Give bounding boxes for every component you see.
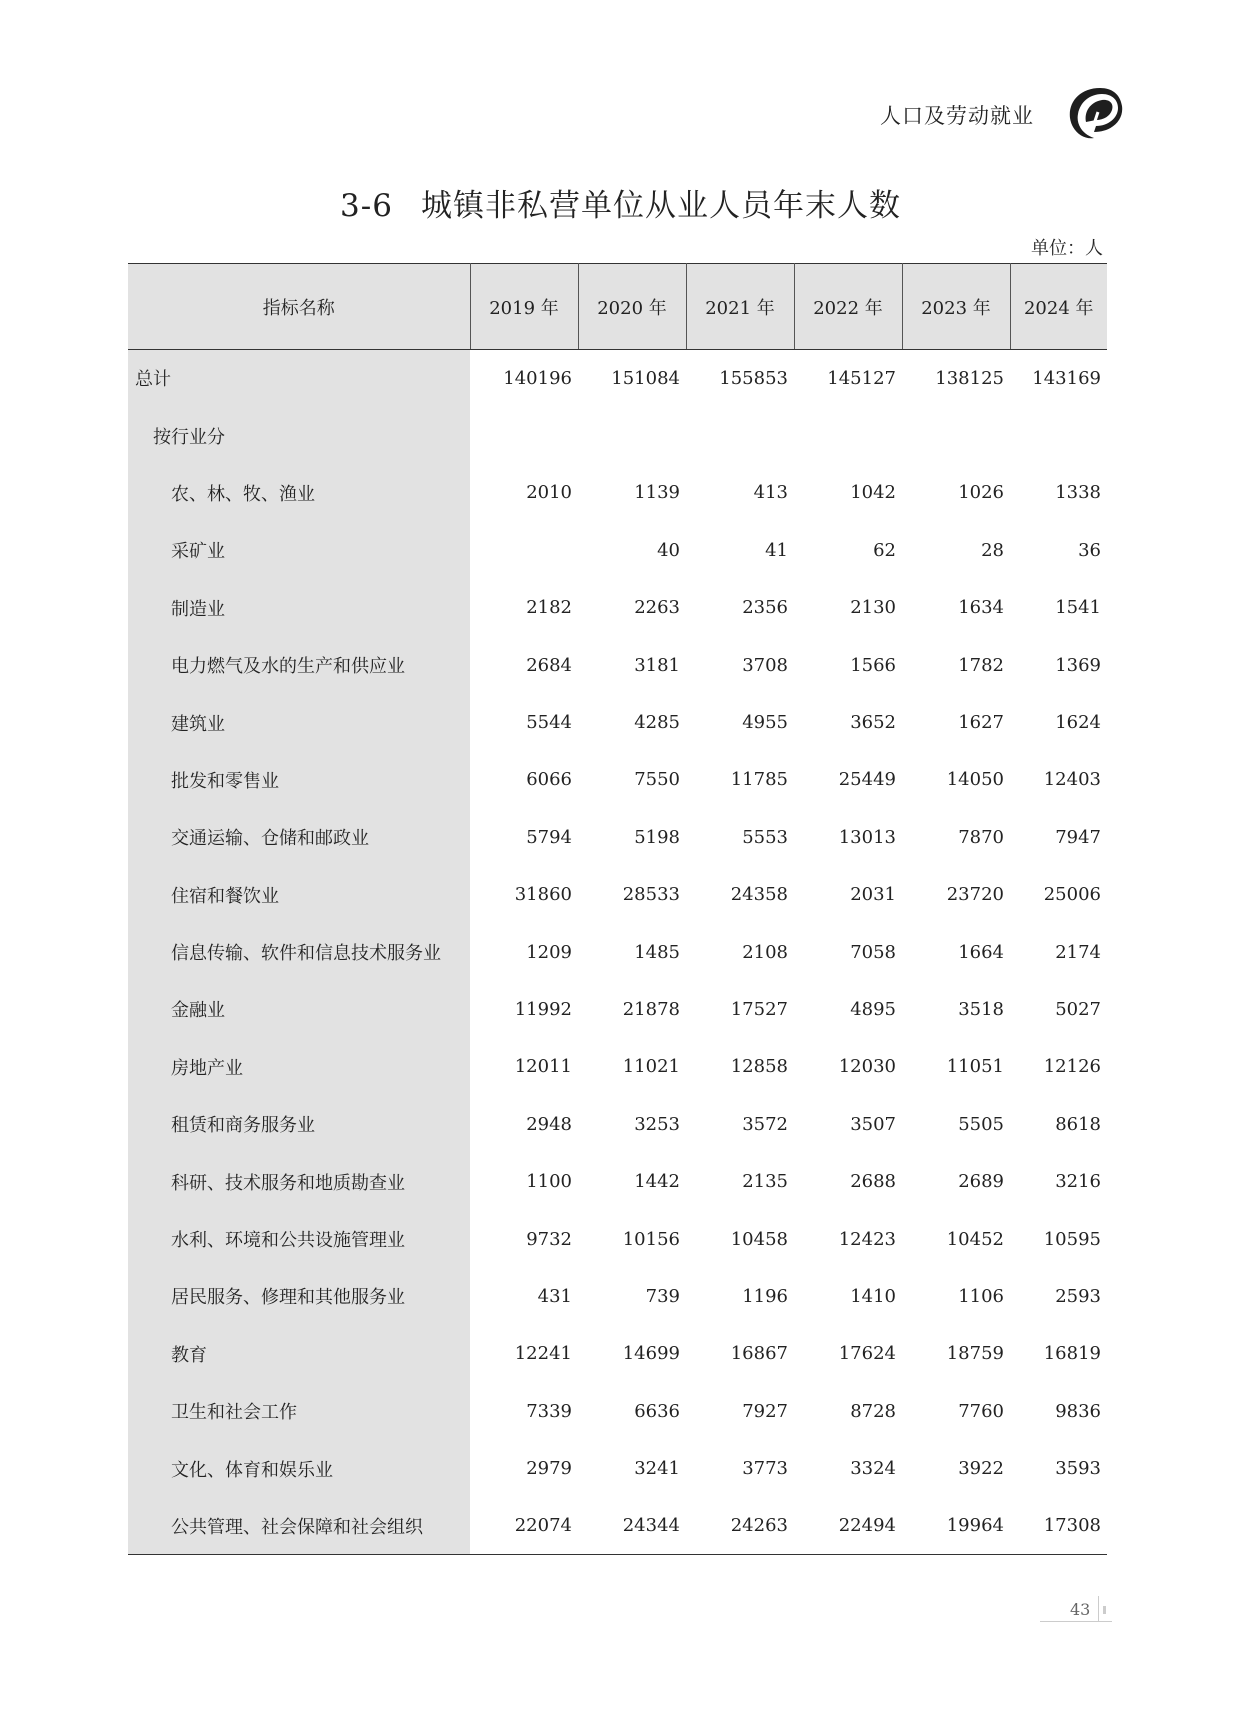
statistics-logo-icon bbox=[1064, 82, 1126, 144]
table-row bbox=[128, 579, 1107, 636]
table-cell: 11785 bbox=[730, 769, 788, 791]
table-cell: 1196 bbox=[742, 1285, 788, 1307]
table-cell: 3708 bbox=[742, 654, 788, 676]
table-cell: 2130 bbox=[850, 597, 896, 619]
table-cell: 4895 bbox=[850, 998, 896, 1020]
table-row bbox=[128, 1210, 1107, 1267]
table-cell: 7550 bbox=[634, 769, 680, 791]
table-cell: 2010 bbox=[526, 482, 572, 504]
table-cell: 2135 bbox=[742, 1171, 788, 1193]
table-cell: 3922 bbox=[958, 1458, 1004, 1480]
row-label: 交通运输、仓储和邮政业 bbox=[128, 809, 470, 866]
table-cell: 8618 bbox=[1055, 1113, 1101, 1135]
footer-divider bbox=[1040, 1621, 1112, 1622]
table-cell bbox=[470, 522, 578, 579]
table-cell: 13013 bbox=[838, 826, 896, 848]
table-cell: 17308 bbox=[1010, 1497, 1107, 1554]
table-cell: 31860 bbox=[514, 884, 572, 906]
table-cell: 40 bbox=[657, 539, 680, 561]
table-cell: 7870 bbox=[958, 826, 1004, 848]
table-cell: 3773 bbox=[742, 1458, 788, 1480]
footer-tick bbox=[1098, 1596, 1099, 1622]
table-cell: 3216 bbox=[1055, 1171, 1101, 1193]
table-cell: 28533 bbox=[622, 884, 680, 906]
table-row bbox=[128, 694, 1107, 751]
table-cell: 3572 bbox=[742, 1113, 788, 1135]
table-cell: 739 bbox=[645, 1285, 680, 1307]
row-label: 房地产业 bbox=[128, 1038, 470, 1095]
table-cell: 24344 bbox=[578, 1497, 686, 1554]
row-label: 水利、环境和公共设施管理业 bbox=[128, 1210, 470, 1267]
table-cell: 2031 bbox=[850, 884, 896, 906]
table-cell bbox=[902, 407, 1010, 464]
table-cell bbox=[686, 407, 794, 464]
row-label: 文化、体育和娱乐业 bbox=[128, 1440, 470, 1497]
table-cell: 12423 bbox=[838, 1228, 896, 1250]
row-label: 教育 bbox=[128, 1325, 470, 1382]
table-cell: 4955 bbox=[742, 712, 788, 734]
row-label: 住宿和餐饮业 bbox=[128, 866, 470, 923]
table-cell: 10156 bbox=[622, 1228, 680, 1250]
table-cell: 1042 bbox=[850, 482, 896, 504]
column-header: 指标名称 bbox=[128, 264, 470, 350]
table-row bbox=[128, 1038, 1107, 1095]
table-cell: 2174 bbox=[1055, 941, 1101, 963]
table-cell: 12011 bbox=[514, 1056, 572, 1078]
row-label: 建筑业 bbox=[128, 694, 470, 751]
table-cell: 9836 bbox=[1055, 1400, 1101, 1422]
table-cell bbox=[470, 407, 578, 464]
table-cell: 1106 bbox=[958, 1285, 1004, 1307]
table-cell: 5505 bbox=[958, 1113, 1004, 1135]
table-cell: 1442 bbox=[634, 1171, 680, 1193]
table-cell: 5027 bbox=[1055, 998, 1101, 1020]
table-cell: 1782 bbox=[958, 654, 1004, 676]
statistics-table bbox=[128, 263, 1107, 1555]
table-cell: 2689 bbox=[958, 1171, 1004, 1193]
table-cell: 25449 bbox=[838, 769, 896, 791]
page-number: 43 bbox=[1070, 1600, 1091, 1619]
table-cell: 12858 bbox=[730, 1056, 788, 1078]
row-label: 采矿业 bbox=[128, 522, 470, 579]
row-label: 公共管理、社会保障和社会组织 bbox=[128, 1497, 470, 1554]
table-cell: 6636 bbox=[634, 1400, 680, 1422]
table-cell: 155853 bbox=[719, 367, 788, 389]
table-cell: 11021 bbox=[622, 1056, 680, 1078]
table-cell: 3241 bbox=[634, 1458, 680, 1480]
table-cell: 1139 bbox=[634, 482, 680, 504]
table-cell: 1627 bbox=[958, 712, 1004, 734]
table-cell: 3652 bbox=[850, 712, 896, 734]
table-cell: 7947 bbox=[1055, 826, 1101, 848]
table-cell: 2356 bbox=[742, 597, 788, 619]
table-cell: 21878 bbox=[622, 998, 680, 1020]
row-label: 农、林、牧、渔业 bbox=[128, 464, 470, 521]
table-row bbox=[128, 350, 1107, 407]
table-cell: 3324 bbox=[850, 1458, 896, 1480]
table-cell: 9732 bbox=[526, 1228, 572, 1250]
column-header: 2022 年 bbox=[794, 264, 902, 350]
table-cell: 140196 bbox=[503, 367, 572, 389]
table-cell: 3518 bbox=[958, 998, 1004, 1020]
table-cell: 25006 bbox=[1043, 884, 1101, 906]
table-cell: 12126 bbox=[1043, 1056, 1101, 1078]
table-cell: 431 bbox=[537, 1285, 572, 1307]
table-cell: 143169 bbox=[1032, 367, 1101, 389]
table-title bbox=[0, 180, 1241, 225]
unit-label: 单位：人 bbox=[1031, 238, 1103, 259]
table-cell: 10458 bbox=[730, 1228, 788, 1250]
table-cell: 5544 bbox=[526, 712, 572, 734]
table-header-row bbox=[128, 264, 1107, 350]
row-label: 信息传输、软件和信息技术服务业 bbox=[128, 923, 470, 980]
table-row bbox=[128, 866, 1107, 923]
table-cell: 6066 bbox=[526, 769, 572, 791]
table-row bbox=[128, 923, 1107, 980]
table-cell: 18759 bbox=[946, 1343, 1004, 1365]
table-cell: 1664 bbox=[958, 941, 1004, 963]
table-cell: 151084 bbox=[611, 367, 680, 389]
table-row bbox=[128, 1440, 1107, 1497]
table-cell: 24358 bbox=[730, 884, 788, 906]
table-cell: 12403 bbox=[1043, 769, 1101, 791]
table-cell: 5198 bbox=[634, 826, 680, 848]
table-cell: 16819 bbox=[1043, 1343, 1101, 1365]
column-header: 2024 年 bbox=[1010, 264, 1107, 350]
table-cell: 10595 bbox=[1043, 1228, 1101, 1250]
table-cell: 62 bbox=[873, 539, 896, 561]
column-header: 2019 年 bbox=[470, 264, 578, 350]
table-cell: 5794 bbox=[526, 826, 572, 848]
table-cell: 1100 bbox=[526, 1171, 572, 1193]
table-cell: 7927 bbox=[742, 1400, 788, 1422]
table-cell: 4285 bbox=[634, 712, 680, 734]
column-header: 2021 年 bbox=[686, 264, 794, 350]
table-cell: 36 bbox=[1078, 539, 1101, 561]
table-row bbox=[128, 1325, 1107, 1382]
table-cell bbox=[794, 407, 902, 464]
table-cell: 14699 bbox=[622, 1343, 680, 1365]
table-cell: 1369 bbox=[1055, 654, 1101, 676]
table-cell: 10452 bbox=[946, 1228, 1004, 1250]
table-row bbox=[128, 1153, 1107, 1210]
row-label: 按行业分 bbox=[128, 407, 470, 464]
table-cell: 17624 bbox=[838, 1343, 896, 1365]
table-cell: 23720 bbox=[946, 884, 1004, 906]
table-cell: 19964 bbox=[902, 1497, 1010, 1554]
table-cell: 1624 bbox=[1055, 712, 1101, 734]
table-cell: 413 bbox=[753, 482, 788, 504]
column-header: 2023 年 bbox=[902, 264, 1010, 350]
table-cell: 1566 bbox=[850, 654, 896, 676]
table-cell: 3181 bbox=[634, 654, 680, 676]
table-cell: 7760 bbox=[958, 1400, 1004, 1422]
table-row bbox=[128, 636, 1107, 693]
table-title-text: 城镇非私营单位从业人员年末人数 bbox=[420, 188, 901, 224]
table-cell: 1209 bbox=[526, 941, 572, 963]
table-row bbox=[128, 522, 1107, 579]
table-cell: 5553 bbox=[742, 826, 788, 848]
table-cell: 145127 bbox=[827, 367, 896, 389]
row-label: 金融业 bbox=[128, 981, 470, 1038]
row-label: 制造业 bbox=[128, 579, 470, 636]
table-cell: 1338 bbox=[1055, 482, 1101, 504]
table-row bbox=[128, 1497, 1107, 1554]
table-cell: 8728 bbox=[850, 1400, 896, 1422]
table-body bbox=[128, 350, 1107, 1555]
table-cell: 3253 bbox=[634, 1113, 680, 1135]
table-cell: 17527 bbox=[730, 998, 788, 1020]
footer-mark bbox=[1103, 1606, 1106, 1614]
table-cell: 14050 bbox=[946, 769, 1004, 791]
table-cell: 2688 bbox=[850, 1171, 896, 1193]
table-number: 3-6 bbox=[340, 188, 393, 224]
table-cell: 1410 bbox=[850, 1285, 896, 1307]
table-cell bbox=[1010, 407, 1107, 464]
row-label: 租赁和商务服务业 bbox=[128, 1096, 470, 1153]
row-label: 卫生和社会工作 bbox=[128, 1383, 470, 1440]
table-cell: 138125 bbox=[935, 367, 1004, 389]
row-label: 电力燃气及水的生产和供应业 bbox=[128, 636, 470, 693]
table-cell: 3507 bbox=[850, 1113, 896, 1135]
table-cell: 12030 bbox=[838, 1056, 896, 1078]
table-cell: 41 bbox=[765, 539, 788, 561]
table-cell: 28 bbox=[981, 539, 1004, 561]
table-cell: 2108 bbox=[742, 941, 788, 963]
table-cell: 2948 bbox=[526, 1113, 572, 1135]
table-cell: 1026 bbox=[958, 482, 1004, 504]
table-row bbox=[128, 1383, 1107, 1440]
table-cell: 22494 bbox=[794, 1497, 902, 1554]
table-cell: 11051 bbox=[946, 1056, 1004, 1078]
row-label: 总计 bbox=[128, 350, 470, 407]
table-row bbox=[128, 751, 1107, 808]
row-label: 居民服务、修理和其他服务业 bbox=[128, 1268, 470, 1325]
row-label: 批发和零售业 bbox=[128, 751, 470, 808]
table-cell: 7058 bbox=[850, 941, 896, 963]
table-row bbox=[128, 1096, 1107, 1153]
table-row bbox=[128, 809, 1107, 866]
column-header: 2020 年 bbox=[578, 264, 686, 350]
table-cell: 22074 bbox=[470, 1497, 578, 1554]
table-cell: 2979 bbox=[526, 1458, 572, 1480]
table-cell bbox=[578, 407, 686, 464]
table-row bbox=[128, 1268, 1107, 1325]
table-cell: 2263 bbox=[634, 597, 680, 619]
table-row bbox=[128, 981, 1107, 1038]
row-label: 科研、技术服务和地质勘查业 bbox=[128, 1153, 470, 1210]
table-cell: 24263 bbox=[686, 1497, 794, 1554]
table-cell: 7339 bbox=[526, 1400, 572, 1422]
table-cell: 2684 bbox=[526, 654, 572, 676]
table-cell: 12241 bbox=[514, 1343, 572, 1365]
table-row bbox=[128, 407, 1107, 464]
table-cell: 11992 bbox=[514, 998, 572, 1020]
table-cell: 16867 bbox=[730, 1343, 788, 1365]
table-cell: 2182 bbox=[526, 597, 572, 619]
table-cell: 1634 bbox=[958, 597, 1004, 619]
table-row bbox=[128, 464, 1107, 521]
table-cell: 1541 bbox=[1055, 597, 1101, 619]
table-cell: 3593 bbox=[1055, 1458, 1101, 1480]
table-cell: 2593 bbox=[1055, 1285, 1101, 1307]
section-header: 人口及劳动就业 bbox=[880, 104, 1034, 128]
table-cell: 1485 bbox=[634, 941, 680, 963]
